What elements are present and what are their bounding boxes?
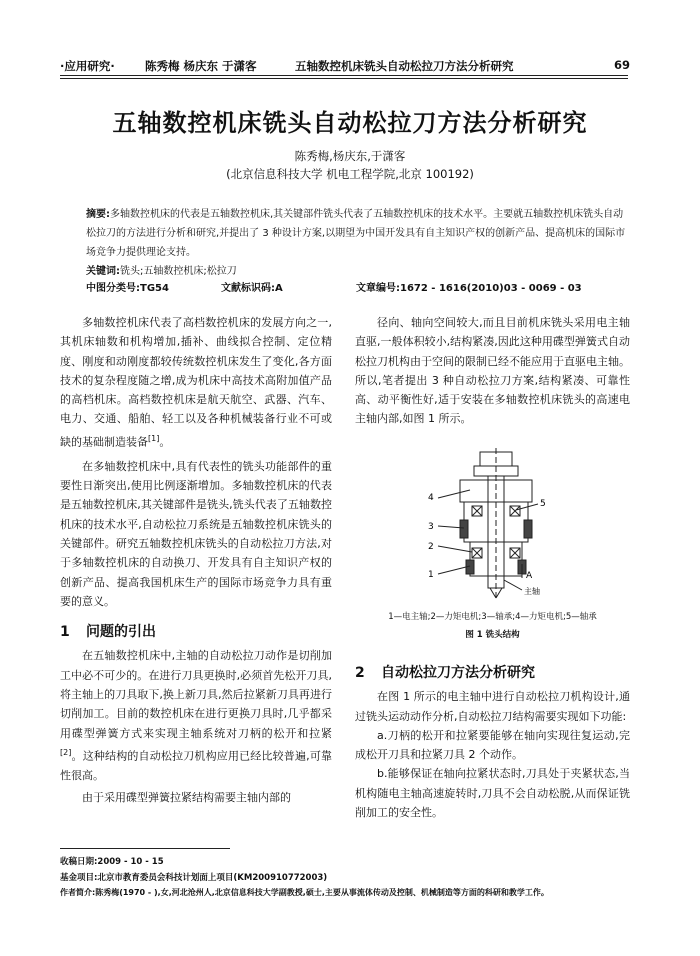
section-heading: [60, 623, 332, 642]
citation: [2]: [60, 747, 72, 757]
header-rule-thin: [60, 78, 628, 79]
section-number: 2: [355, 665, 365, 681]
label-spindle: 主轴: [524, 587, 540, 596]
paragraph: 由于采用碟型弹簧拉紧结构需要主轴内部的: [82, 791, 291, 805]
document-code: 文献标识码:A: [221, 283, 283, 294]
clc-number: 中图分类号:TG54: [86, 283, 169, 294]
header-short-title: 五轴数控机床铣头自动松拉刀方法分析研究: [295, 59, 514, 73]
paper-title: 五轴数控机床铣头自动松拉刀方法分析研究: [112, 109, 588, 137]
footnote-received: 收稿日期:2009 - 10 - 15: [60, 857, 164, 867]
paragraph: 在图 1 所示的电主轴中进行自动松拉刀机构设计,通过铣头运动动作分析,自动松拉刀结构需要实现如下功能:: [355, 690, 630, 723]
figure-caption: [355, 610, 630, 643]
callout-4: 4: [428, 493, 434, 503]
paragraph: [60, 313, 332, 452]
callout-2: 2: [428, 542, 434, 552]
paragraph-text: 在五轴数控机床中,主轴的自动松拉刀动作是切削加工中必不可少的。在进行刀具更换时,必须首先松开刀具,将主轴上的刀具取下,换上新刀具,然后拉紧新刀具再进行切削加工。目前的数控机床在进行更换刀具时,几乎都采用碟型弹簧方式来实现主轴系统对刀柄的松开和拉紧: [60, 649, 332, 740]
milling-head-diagram: [420, 448, 570, 608]
paper-affiliation: (北京信息科技大学 机电工程学院,北京 100192): [226, 167, 474, 181]
callout-3: 3: [428, 522, 434, 532]
paper-authors: 陈秀梅,杨庆东,于潇客: [294, 149, 406, 163]
paragraph-text: 。这种结构的自动松拉刀机构应用已经比较普遍,可靠性很高。: [60, 749, 332, 782]
footnote-rule: [60, 848, 230, 849]
paragraph-text: 多轴数控机床代表了高档数控机床的发展方向之一,其机床轴数和机构增加,插补、曲线拟合控制、定位精度、刚度和动刚度都较传统数控机床发生了变化,各方面技术的复杂程度随之增,成为机床中高技术高附加值产品的高档机床。高档数控机床是航天航空、武器、汽车、电力、交通、船舶、轻工以及各种机械装备行业不可或缺的基础制造装备: [60, 316, 332, 449]
paragraph-text: 。: [159, 435, 171, 449]
section-heading: [355, 664, 630, 683]
keywords-label: 关键词:: [86, 266, 120, 277]
paragraph: a.刀柄的松开和拉紧要能够在轴向实现往复运动,完成松开刀具和拉紧刀具 2 个动作。: [355, 728, 630, 762]
callout-1: 1: [428, 570, 434, 580]
keywords-text: 铣头;五轴数控机床;松拉刀: [120, 266, 237, 277]
paragraph: b.能够保证在轴向拉紧状态时,刀具处于夹紧状态,当机构随电主轴高速旋转时,刀具不会自动松脱,从而保证铣削加工的安全性。: [355, 767, 630, 820]
header-section: ·应用研究·: [60, 59, 115, 73]
abstract-label: 摘要:: [86, 209, 110, 220]
section-title: 问题的引出: [86, 624, 156, 641]
callout-5: 5: [540, 499, 546, 509]
right-column-bottom: [355, 664, 630, 822]
header-rule: [60, 75, 628, 76]
right-column-top: [355, 313, 630, 429]
paragraph: [60, 646, 332, 785]
footnote-author-bio: 作者简介:陈秀梅(1970 - ),女,河北沧州人,北京信息科技大学副教授,硕士,主要从事流体传动及控制、机械制造等方面的科研和教学工作。: [60, 888, 549, 897]
classification-line: [86, 279, 631, 294]
left-column: [60, 313, 332, 807]
abstract: [86, 205, 631, 281]
section-title: 自动松拉刀方法分析研究: [381, 665, 535, 681]
footnote-fund: 基金项目:北京市教育委员会科技计划面上项目(KM200910772003): [60, 873, 328, 883]
header-authors: 陈秀梅 杨庆东 于潇客: [145, 59, 257, 73]
abstract-text: 多轴数控机床的代表是五轴数控机床,其关键部件铣头代表了五轴数控机床的技术水平。主要就五轴数控机床铣头自动松拉刀的方法进行分析和研究,并提出了 3 种设计方案,以期望为中国开发具有自主知识产权的创新产品、提高机床的国际市场竞争力提供理论支持。: [86, 209, 626, 258]
figure-title: 图 1 铣头结构: [465, 630, 520, 640]
section-number: 1: [60, 624, 70, 641]
citation: [1]: [148, 433, 160, 443]
header-page-number: 69: [613, 58, 630, 72]
running-header: [60, 58, 630, 74]
figure-1: [420, 448, 570, 608]
label-a: A: [526, 571, 533, 581]
figure-parts-list: 1—电主轴;2—力矩电机;3—轴承;4—力矩电机;5—轴承: [388, 612, 597, 622]
paragraph: 径向、轴向空间较大,而且目前机床铣头采用电主轴直驱,一般体积较小,结构紧凑,因此这种用碟型弹簧式自动松拉刀机构由于空间的限制已经不能应用于直驱电主轴。所以,笔者提出 3 种自动松拉刀方案,结构紧凑、可靠性高、动平衡性好,适于安装在多轴数控机床铣头的高速电主轴内部,如图 1 所示。: [355, 316, 630, 426]
paragraph: 在多轴数控机床中,具有代表性的铣头功能部件的重要性日渐突出,使用比例逐渐增加。多轴数控机床的代表是五轴数控机床,其关键部件是铣头,铣头代表了五轴数控机床的技术水平,自动松拉刀系统是五轴数控机床铣头的关键部件。研究五轴数控机床铣头的自动松拉刀方法,对于多轴数控机床的自动换刀、开发具有自主知识产权的创新产品、提高我国机床生产的国际市场竞争力具有重要的意义。: [60, 459, 332, 608]
article-number: 文章编号:1672 - 1616(2010)03 - 0069 - 03: [356, 283, 582, 294]
